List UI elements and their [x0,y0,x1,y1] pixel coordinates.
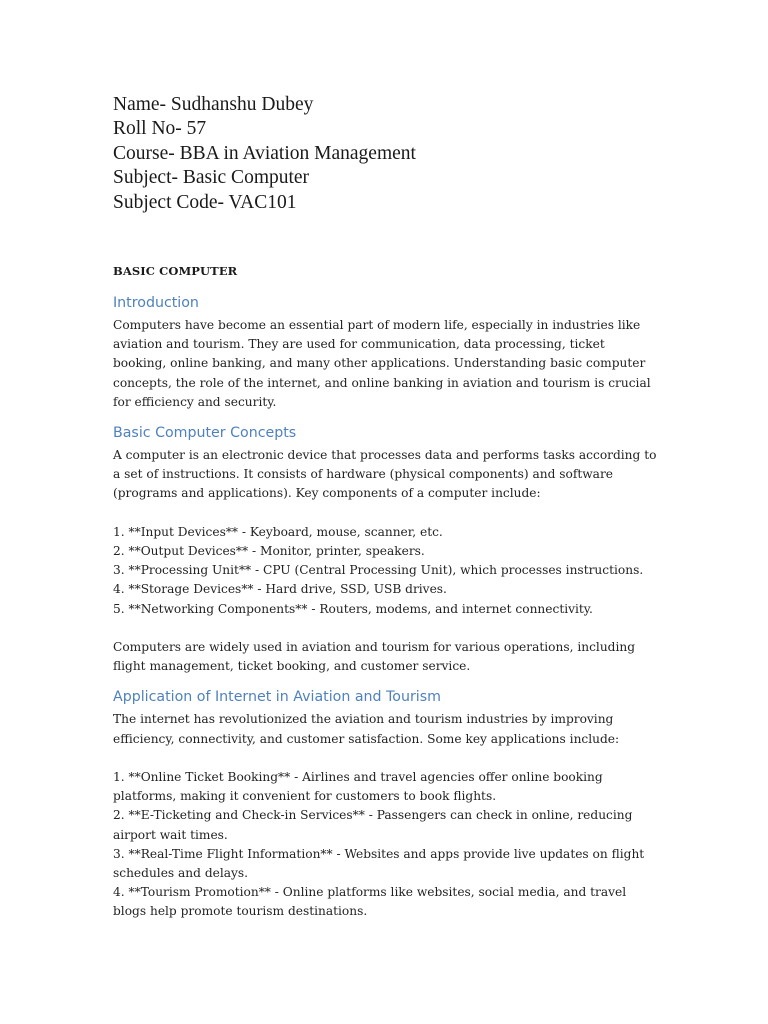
section-heading-concepts: Basic Computer Concepts [113,425,297,442]
internet-applications-list [113,768,658,922]
document-body [113,293,658,922]
computer-components-list [113,523,658,619]
course-name: Course- BBA in Aviation Management [113,142,416,164]
concepts-closing-paragraph: Computers are widely used in aviation and tourism for various operations, including flight management, ticket booking, and customer service. [113,640,636,674]
section-introduction [113,293,658,412]
roll-number: Roll No- 57 [113,118,207,140]
list-item: 1. **Input Devices** - Keyboard, mouse, scanner, etc. [113,524,443,539]
list-item: 5. **Networking Components** - Routers, modems, and internet connectivity. [113,601,593,616]
student-name: Name- Sudhanshu Dubey [113,94,314,115]
section-internet-applications [113,687,658,921]
concepts-paragraph: A computer is an electronic device that processes data and performs tasks according to a set of instructions. It consists of hardware (physical components) and software (programs and applications). Key components of a computer include: [113,448,657,501]
introduction-paragraph: Computers have become an essential part of modern life, especially in industries like aviation and tourism. They are used for communication, data processing, ticket booking, online banking, and many other applications. Understanding basic computer concepts, the role of the internet, and online banking in aviation and tourism is crucial for efficiency and security. [113,318,651,409]
list-item: 2. **Output Devices** - Monitor, printer, speakers. [113,544,425,559]
list-item: 4. **Tourism Promotion** - Online platforms like websites, social media, and travel blogs help promote tourism destinations. [113,885,627,919]
subject-name: Subject- Basic Computer [113,167,310,189]
list-item: 2. **E-Ticketing and Check-in Services** - Passengers can check in online, reducing airport wait times. [113,808,633,842]
list-item: 1. **Online Ticket Booking** - Airlines and travel agencies offer online booking platforms, making it convenient for customers to book flights. [113,770,603,804]
section-heading-introduction: Introduction [113,295,199,311]
student-info-header [113,93,673,215]
list-item: 4. **Storage Devices** - Hard drive, SSD, USB drives. [113,582,447,597]
subject-code: Subject Code- VAC101 [113,191,297,213]
section-basic-computer-concepts [113,423,658,676]
list-item: 3. **Real-Time Flight Information** - Websites and apps provide live updates on flight schedules and delays. [113,846,645,881]
list-item: 3. **Processing Unit** - CPU (Central Processing Unit), which processes instructions. [113,563,644,578]
section-heading-internet: Application of Internet in Aviation and Tourism [113,689,441,706]
document-title: BASIC COMPUTER [113,264,238,278]
internet-paragraph: The internet has revolutionized the aviation and tourism industries by improving efficiency, connectivity, and customer satisfaction. Some key applications include: [113,712,620,746]
